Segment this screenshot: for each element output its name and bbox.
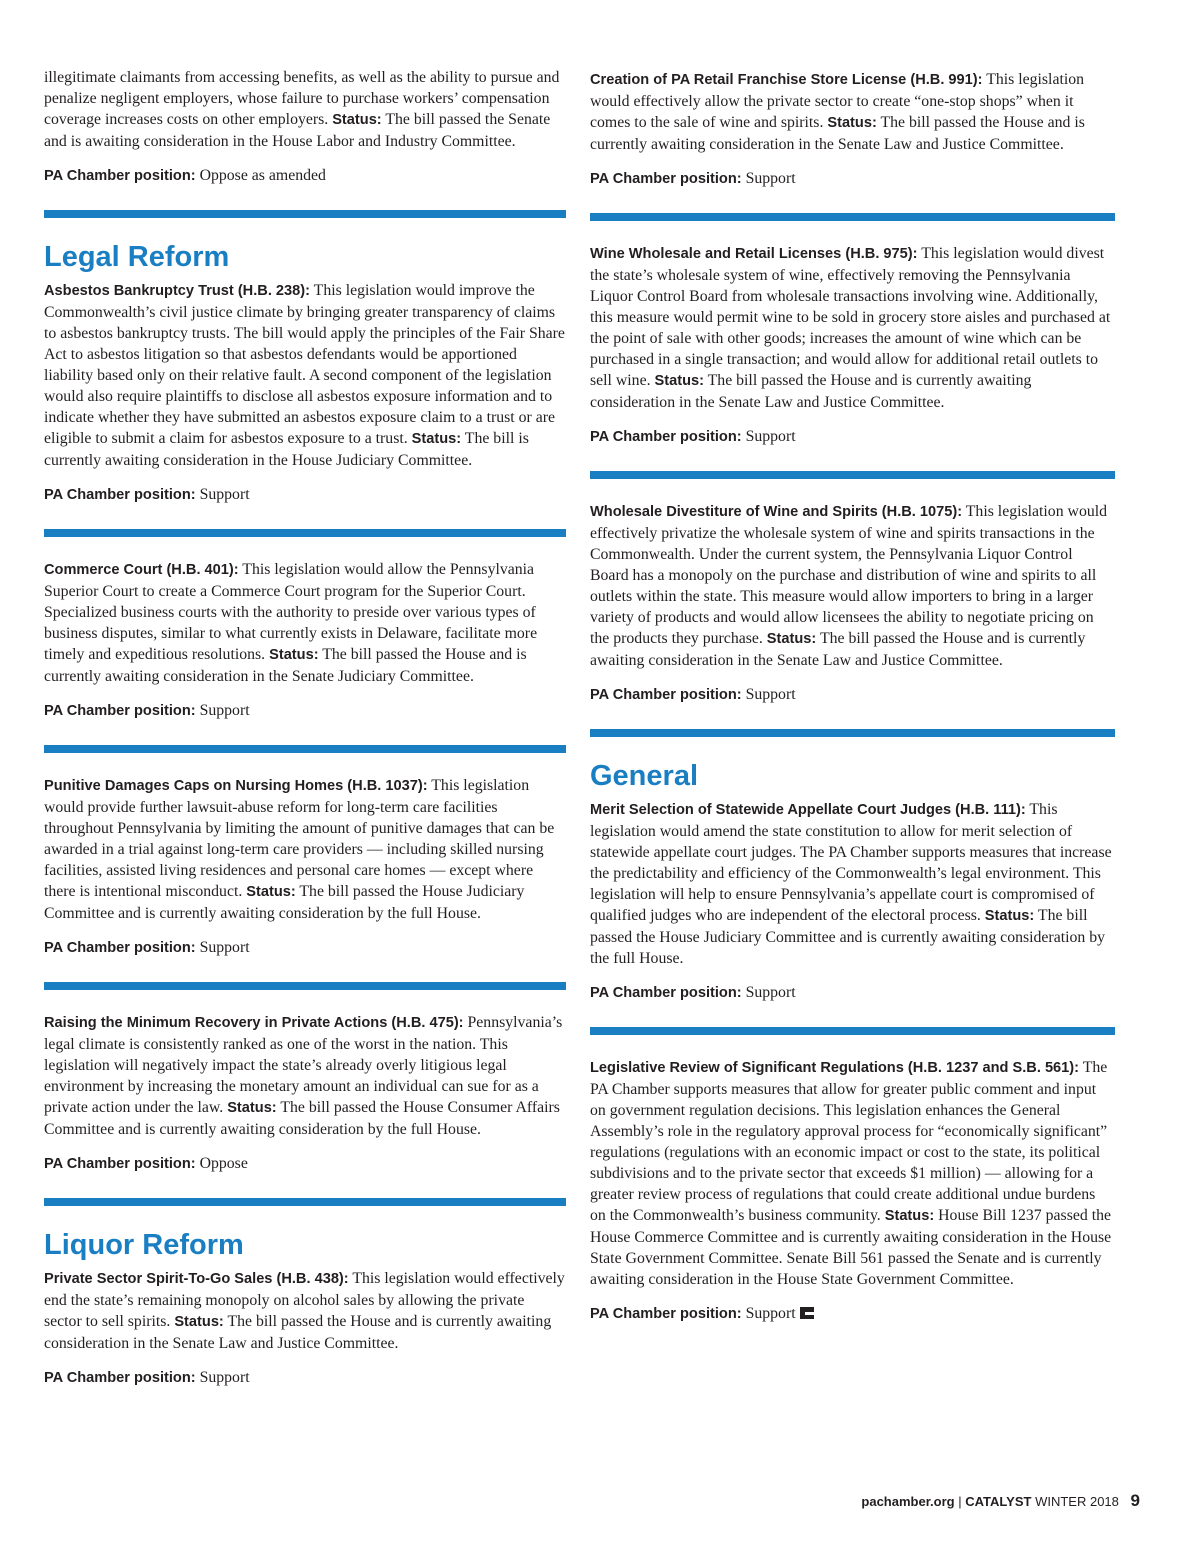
right-column (590, 0, 1115, 1325)
chamber-position: PA Chamber position: Support (590, 170, 796, 187)
status-label: Status: (332, 112, 382, 128)
footer-publication: CATALYST (965, 1494, 1032, 1509)
entry-asbestos: Asbestos Bankruptcy Trust (H.B. 238): This legislation would improve the Commonwealth’s civil justice climate by bringing greater transparency of claims to asbestos bankruptcy trusts. The bill would apply the principles of the Fair Share Act to asbestos litigation so that asbestos defendants would be apportioned liability based only on their relative fault. A second component of the legislation would also require plaintiffs to disclose all asbestos exposure information and to indicate whether they have submitted an asbestos exposure claim to a trust or are eligible to submit a claim for asbestos exposure to a trust. Status: The bill is currently awaiting consideration in the House Judiciary Committee. (44, 282, 565, 469)
section-divider (590, 729, 1115, 737)
section-title-general: General (590, 760, 698, 792)
chamber-position: PA Chamber position: Support (590, 428, 796, 445)
section-divider (590, 1027, 1115, 1035)
left-column (44, 0, 566, 1389)
page-footer (861, 1491, 1140, 1511)
section-divider (44, 982, 566, 990)
entry-wine-licenses: Wine Wholesale and Retail Licenses (H.B. 975): This legislation would divest the state’s wholesale system of wine, effectively removing the Pennsylvania Liquor Control Board from wholesale transactions involving wine. Additionally, this measure would permit wine to be sold in grocery store aisles and purchased at the point of sale with other goods; increases the amount of wine which can be purchased in a single transaction; and would allow for additional retail outlets to sell wine. Status: The bill passed the House and is currently awaiting consideration in the Senate Law and Justice Committee. (590, 245, 1111, 411)
chamber-position: PA Chamber position: Support (44, 486, 250, 503)
entry-commerce-court: Commerce Court (H.B. 401): This legislation would allow the Pennsylvania Superior Court to create a Commerce Court program for the Superior Court. Specialized business courts with the authority to preside over various types of business disputes, similar to what currently exists in Delaware, facilitate more timely and expeditious resolutions. Status: The bill passed the House and is currently awaiting consideration in the Senate Judiciary Committee. (44, 561, 538, 685)
section-divider (44, 529, 566, 537)
section-divider (590, 213, 1115, 221)
chamber-position: PA Chamber position: Support (590, 686, 796, 703)
chamber-position: PA Chamber position: Support (44, 939, 250, 956)
footer-site: pachamber.org (861, 1494, 955, 1509)
entry-minimum-recovery: Raising the Minimum Recovery in Private Actions (H.B. 475): Pennsylvania’s legal climate is consistently ranked as one of the worst in the nation. This legislation will negatively impact the state’s already overly litigious legal environment by increasing the monetary amount an individual can sue for as a private action under the law. Status: The bill passed the House Consumer Affairs Committee and is currently awaiting consideration by the full House. (44, 1014, 563, 1138)
footer-issue: WINTER 2018 (1035, 1494, 1119, 1509)
section-divider (590, 471, 1115, 479)
page-number: 9 (1130, 1491, 1140, 1510)
section-divider (44, 1198, 566, 1206)
end-of-article-icon (800, 1307, 814, 1319)
entry-punitive-damages: Punitive Damages Caps on Nursing Homes (H.B. 1037): This legislation would provide further lawsuit-abuse reform for long-term care facilities throughout Pennsylvania by limiting the amount of punitive damages that can be awarded in a trial against long-term care providers — including skilled nursing facilities, assisted living residences and personal care homes — except where there is intentional misconduct. Status: The bill passed the House Judiciary Committee and is currently awaiting consideration by the full House. (44, 777, 555, 922)
continued-paragraph: illegitimate claimants from accessing benefits, as well as the ability to pursue and penalize negligent employers, whose failure to purchase workers’ compensation coverage increases costs on other employers. Status: The bill passed the Senate and is awaiting consideration in the House Labor and Industry Committee. (44, 69, 560, 150)
chamber-position: PA Chamber position: Support (590, 1303, 1115, 1325)
chamber-position: PA Chamber position: Oppose as amended (44, 167, 326, 184)
chamber-position: PA Chamber position: Support (590, 984, 796, 1001)
entry-franchise-store: Creation of PA Retail Franchise Store License (H.B. 991): This legislation would effectively allow the private sector to create “one-stop shops” when it comes to the sale of wine and spirits. Status: The bill passed the House and is currently awaiting consideration in the Senate Law and Justice Committee. (590, 71, 1085, 153)
entry-spirit-to-go: Private Sector Spirit-To-Go Sales (H.B. 438): This legislation would effectively end the state’s remaining monopoly on alcohol sales by allowing the private sector to sell spirits. Status: The bill passed the House and is currently awaiting consideration in the Senate Law and Justice Committee. (44, 1270, 565, 1352)
chamber-position: PA Chamber position: Support (44, 702, 250, 719)
section-title-legal-reform: Legal Reform (44, 241, 230, 273)
chamber-position: PA Chamber position: Oppose (44, 1155, 248, 1172)
section-divider (44, 745, 566, 753)
footer-separator: | (958, 1494, 962, 1509)
entry-wholesale-divestiture: Wholesale Divestiture of Wine and Spirits (H.B. 1075): This legislation would effectively privatize the wholesale system of wine and spirits transactions in the Commonwealth. Under the current system, the Pennsylvania Liquor Control Board has a monopoly on the purchase and distribution of wine and spirits to all outlets within the state. This measure would allow importers to bring in a larger variety of products and would allow licensees the ability to negotiate pricing on the products they purchase. Status: The bill passed the House and is currently awaiting consideration in the Senate Law and Justice Committee. (590, 503, 1108, 669)
entry-merit-selection: Merit Selection of Statewide Appellate Court Judges (H.B. 111): This legislation would amend the state constitution to allow for merit selection of statewide appellate court judges. The PA Chamber supports measures that increase the predictability and efficiency of the Commonwealth’s legal environment. This legislation will help to ensure Pennsylvania’s appellate court is compromised of qualified judges who are independent of the electoral process. Status: The bill passed the House Judiciary Committee and is currently awaiting consideration by the full House. (590, 801, 1112, 967)
chamber-position: PA Chamber position: Support (44, 1369, 250, 1386)
section-title-liquor-reform: Liquor Reform (44, 1229, 244, 1261)
section-divider (44, 210, 566, 218)
entry-regulatory-review: Legislative Review of Significant Regulations (H.B. 1237 and S.B. 561): The PA Chamber supports measures that allow for greater public comment and input on government regulation decisions. This legislation enhances the General Assembly’s role in the regulatory approval process for “economically significant” regulations (regulations with an economic impact or cost to the state, its political subdivisions and to the private sector that exceeds $1 million) — allowing for a greater review process of regulations that could create additional undue burdens on the Commonwealth’s business community. Status: House Bill 1237 passed the House Commerce Committee and is currently awaiting consideration in the House State Government Committee. Senate Bill 561 passed the Senate and is currently awaiting consideration in the House State Government Committee. (590, 1059, 1112, 1288)
